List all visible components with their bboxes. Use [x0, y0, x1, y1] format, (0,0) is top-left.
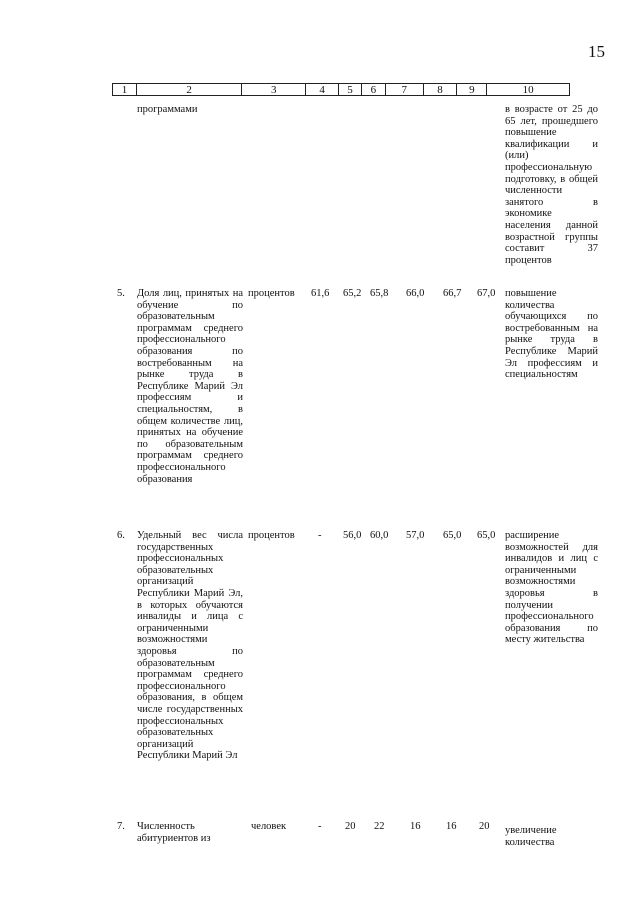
header-col-2: 2 [137, 84, 243, 95]
row-result: увеличение количества [505, 825, 557, 848]
row-number: 6. [117, 530, 125, 541]
row-number: 7. [117, 821, 125, 832]
row-value-col9: 20 [479, 821, 490, 832]
row-value-col9: 67,0 [477, 288, 496, 299]
row-value-col8: 66,7 [443, 288, 462, 299]
row-value-col6: 65,8 [370, 288, 389, 299]
header-col-10: 10 [522, 84, 534, 96]
row-indicator: Доля лиц, принятых на обучение по образовательным программам среднего профессионального образования по востребованным на рынке труда в Республике Марий Эл профессиям и специальностям, в общем количестве лиц, принятых на обучение по образовательным программам среднего профессионального образования [137, 288, 243, 485]
cont-indicator: программами [137, 104, 198, 115]
row-value-col7: 66,0 [406, 288, 425, 299]
row-result: расширение возможностей для инвалидов и лиц с ограниченными возможностями здоровья в получении профессионального образования по месту жительства [505, 530, 598, 646]
row-value-col5: 56,0 [343, 530, 362, 541]
row-value-col4: - [318, 530, 322, 541]
row-value-col5: 65,2 [343, 288, 362, 299]
row-value-col7: 16 [410, 821, 421, 832]
row-result: повышение количества обучающихся по востребованным на рынке труда в Республике Марий Эл профессиям и специальностям [505, 288, 598, 381]
row-value-col4: 61,6 [311, 288, 330, 299]
header-col-7: 7 [386, 84, 424, 95]
row-value-col7: 57,0 [406, 530, 425, 541]
row-indicator: Удельный вес числа государственных профессиональных образовательных организаций Республики Марий Эл, в которых обучаются инвалиды и лица с ограниченными возможностями здоровья по образовательным программам среднего профессионального образования, в общем числе государственных профессиональных образовательных организаций Республики Марий Эл [137, 530, 243, 762]
header-col-4: 4 [306, 84, 339, 95]
row-unit: человек [251, 821, 287, 832]
row-number: 5. [117, 288, 125, 299]
row-value-col6: 22 [374, 821, 385, 832]
header-col-3: 3 [242, 84, 306, 95]
header-col-8: 8 [424, 84, 458, 95]
row-value-col4: - [318, 821, 322, 832]
header-col-1: 1 [113, 84, 137, 95]
cont-target: в возрасте от 25 до 65 лет, прошедшего повышение квалификации и (или) профессиональную подготовку, в общей численности занятого в экономике населения данной возрастной группы составит 37 процентов [505, 104, 598, 266]
header-col-9: 9 [457, 84, 487, 95]
row-value-col9: 65,0 [477, 530, 496, 541]
row-indicator: Численность абитуриентов из [137, 821, 211, 844]
row-value-col8: 16 [446, 821, 457, 832]
row-value-col5: 20 [345, 821, 356, 832]
header-col-5: 5 [339, 84, 362, 95]
header-col-6: 6 [362, 84, 386, 95]
table-header-row [112, 83, 570, 96]
row-value-col8: 65,0 [443, 530, 462, 541]
row-value-col6: 60,0 [370, 530, 389, 541]
row-unit: процентов [248, 530, 295, 541]
row-unit: процентов [248, 288, 295, 299]
page-number: 15 [588, 42, 605, 61]
